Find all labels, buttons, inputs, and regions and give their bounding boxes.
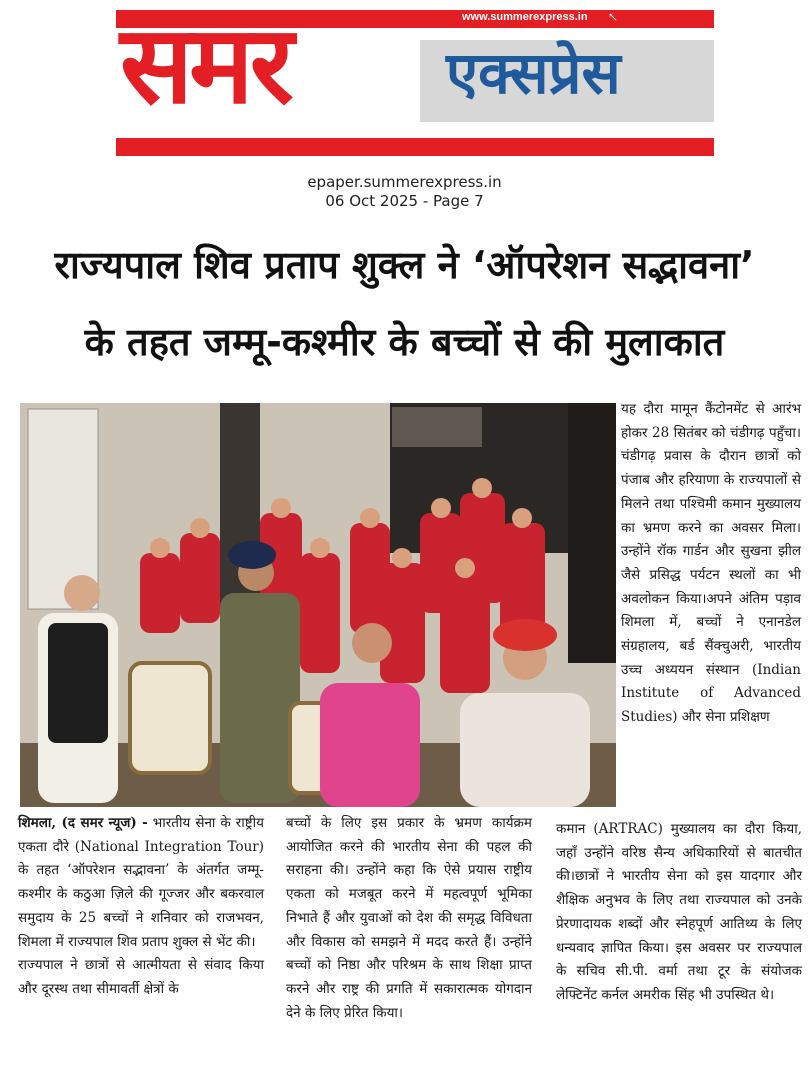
article-column-1	[18, 812, 264, 1002]
logo-samar: समर	[120, 3, 290, 128]
epaper-site[interactable]: epaper.summerexpress.in	[307, 173, 502, 191]
cursor-icon: ↖	[608, 10, 619, 24]
headline-line-1: राज्यपाल शिव प्रताप शुक्ल ने ‘ऑपरेशन सद्भावना’	[54, 243, 755, 287]
dateline: शिमला, (द समर न्यूज) -	[18, 815, 148, 831]
article-text-3: कमान (ARTRAC) मुख्यालय का दौरा किया, जहाँ उन्होंने वरिष्ठ सैन्य अधिकारियों से बातचीत की।छात्रों ने भारतीय सेना को इस यादगार और शैक्षिक अनुभव के लिए तथा राज्यपाल को उनके प्रेरणादायक शब्दों और स्नेहपूर्ण आतिथ्य के लिए धन्यवाद ज्ञापित किया। इस अवसर पर राज्यपाल के सचिव सी.पी. वर्मा तथा टूर के संयोजक लेफ्टिनेंट कर्नल अमरीक सिंह भी उपस्थित थे।	[556, 821, 802, 1003]
article-column-3	[556, 818, 802, 1008]
headline-line-2: के तहत जम्मू-कश्मीर के बच्चों से की मुलाकात	[84, 320, 725, 364]
article-column-2	[286, 812, 532, 1025]
article-paragraph-1	[18, 812, 264, 954]
photo-illustration	[20, 403, 616, 807]
article-text-2: बच्चों के लिए इस प्रकार के भ्रमण कार्यक्रम आयोजित करने की भारतीय सेना की पहल की सराहना की। उन्होंने कहा कि ऐसे प्रयास राष्ट्रीय एकता को मजबूत करने में महत्वपूर्ण भूमिका निभाते हैं और युवाओं को देश की समृद्ध विविधता और विकास को समझने में मदद करते हैं। उन्होंने बच्चों को निष्ठा और परिश्रम के साथ शिक्षा प्राप्त करने और राष्ट्र की प्रगति में सकारात्मक योगदान देने के लिए प्रेरित किया।	[286, 815, 532, 1021]
edition-date-page: 06 Oct 2025 - Page 7	[325, 192, 484, 210]
news-photo	[20, 403, 616, 807]
article-text-right: यह दौरा मामून कैंटोनमेंट से आरंभ होकर 28 सितंबर को चंडीगढ़ पहुँचा। चंडीगढ़ प्रवास के दौरान छात्रों को पंजाब और हरियाणा के राज्यपालों से मिलने तथा पश्चिमी कमान मुख्यालय का भ्रमण करने का अवसर मिला। उन्होंने रॉक गार्डन और सुखना झील जैसे प्रसिद्ध पर्यटन स्थलों का भी अवलोकन किया।अपने अंतिम पड़ाव शिमला में, बच्चों ने एनानडेल संग्रहालय, बर्ड सैंक्चुअरी, भारतीय उच्च अध्ययन संस्थान (Indian Institute of Advanced Studies) और सेना प्रशिक्षण	[621, 401, 801, 726]
masthead-url[interactable]: www.summerexpress.in	[462, 11, 588, 23]
article-column-right	[621, 398, 801, 730]
article-text-1: भारतीय सेना के राष्ट्रीय एकता दौरे (National Integration Tour) के तहत ‘ऑपरेशन सद्भावना’ के अंतर्गत जम्मू-कश्मीर के कठुआ ज़िले की गूज्जर और बकरवाल समुदाय के 25 बच्चों ने शनिवार को राजभवन, शिमला में राज्यपाल शिव प्रताप शुक्ल से भेंट की।	[18, 815, 265, 950]
logo-express: एक्सप्रेस	[446, 39, 621, 107]
article-paragraph-2: राज्यपाल ने छात्रों से आत्मीयता से संवाद किया और दूरस्थ तथा सीमावर्ती क्षेत्रों के	[18, 957, 264, 997]
masthead-bottom-band	[116, 138, 714, 156]
